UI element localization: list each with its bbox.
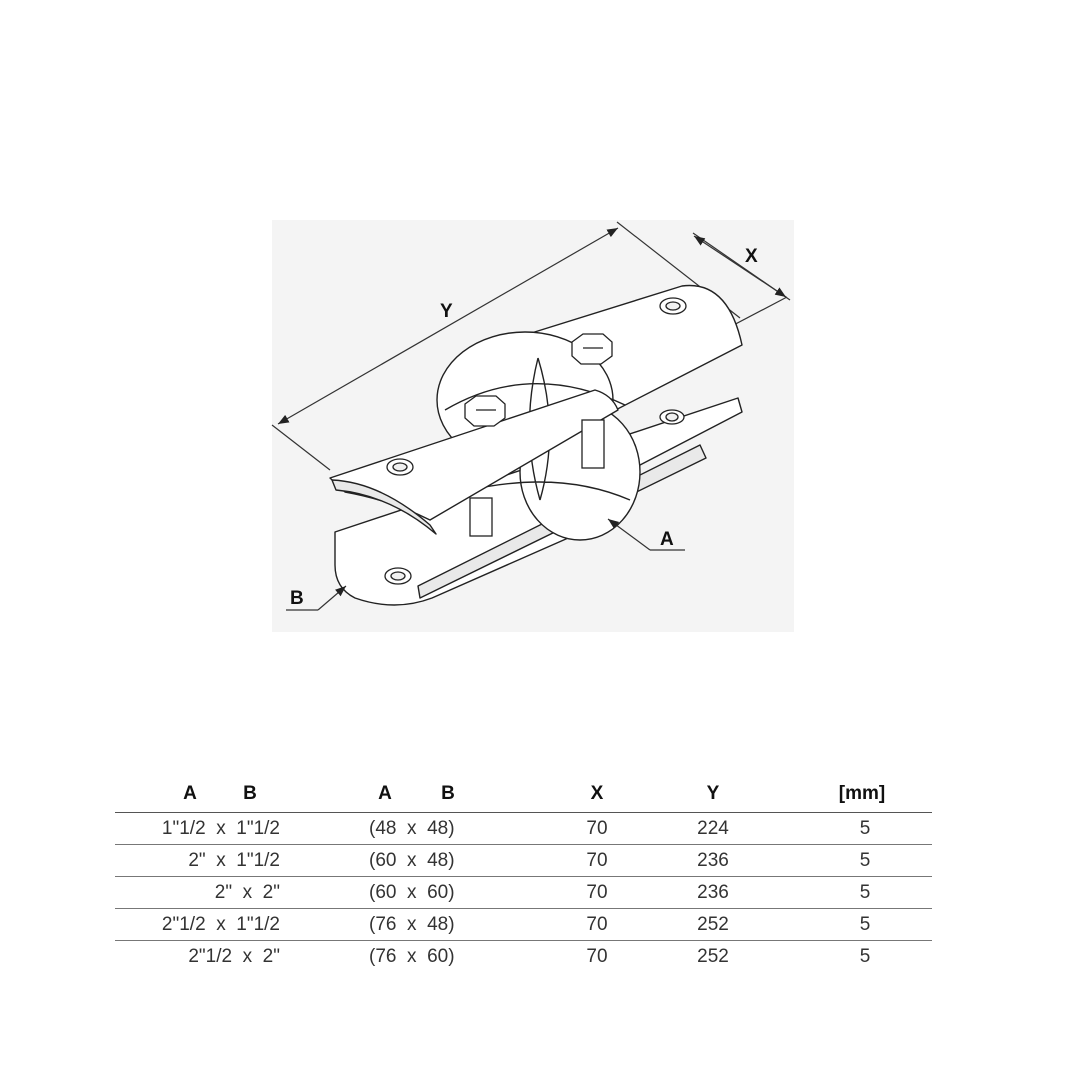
value-y: 236: [697, 882, 729, 903]
header-unit: [mm]: [838, 783, 886, 804]
table-row: [115, 813, 932, 845]
value-x: 70: [586, 946, 608, 967]
size-mm: (48 x 48): [369, 818, 455, 839]
header-b: B: [243, 783, 257, 804]
dimension-y-label: Y: [440, 301, 453, 322]
value-mm: 5: [859, 946, 871, 967]
size-mm: (60 x 60): [369, 882, 455, 903]
bolt-hole-icon: [666, 413, 678, 421]
table-header: [115, 778, 932, 813]
header-b-mm: B: [441, 783, 455, 804]
header-a: A: [183, 783, 197, 804]
hex-bolt-icon: [572, 334, 612, 364]
label-b: B: [290, 588, 304, 609]
value-y: 252: [697, 946, 729, 967]
spec-table: [115, 778, 932, 972]
value-mm: 5: [859, 818, 871, 839]
value-mm: 5: [859, 882, 871, 903]
table-row: [115, 845, 932, 877]
value-x: 70: [586, 914, 608, 935]
value-mm: 5: [859, 850, 871, 871]
size-inches: 2"1/2 x 1"1/2: [161, 914, 280, 935]
size-inches: 1"1/2 x 1"1/2: [161, 818, 280, 839]
bolt-hole-icon: [666, 302, 680, 310]
size-mm: (76 x 48): [369, 914, 455, 935]
hex-bolt-icon: [465, 396, 505, 426]
value-x: 70: [586, 850, 608, 871]
value-x: 70: [586, 882, 608, 903]
table-row: [115, 909, 932, 941]
size-mm: (60 x 48): [369, 850, 455, 871]
value-mm: 5: [859, 914, 871, 935]
bolt-shank-icon: [582, 420, 604, 468]
value-y: 252: [697, 914, 729, 935]
value-y: 236: [697, 850, 729, 871]
value-y: 224: [697, 818, 729, 839]
bolt-hole-icon: [391, 572, 405, 580]
size-mm: (76 x 60): [369, 946, 455, 967]
table-row: [115, 877, 932, 909]
bolt-hole-icon: [393, 463, 407, 471]
size-inches: 2" x 1"1/2: [188, 850, 280, 871]
value-x: 70: [586, 818, 608, 839]
dimension-x-label: X: [745, 246, 758, 267]
header-x: X: [590, 783, 604, 804]
bolt-shank-icon: [470, 498, 492, 536]
table-row: [115, 941, 932, 972]
size-inches: 2" x 2": [214, 882, 280, 903]
size-inches: 2"1/2 x 2": [188, 946, 280, 967]
header-y: Y: [706, 783, 720, 804]
header-a-mm: A: [378, 783, 392, 804]
label-a: A: [660, 529, 674, 550]
